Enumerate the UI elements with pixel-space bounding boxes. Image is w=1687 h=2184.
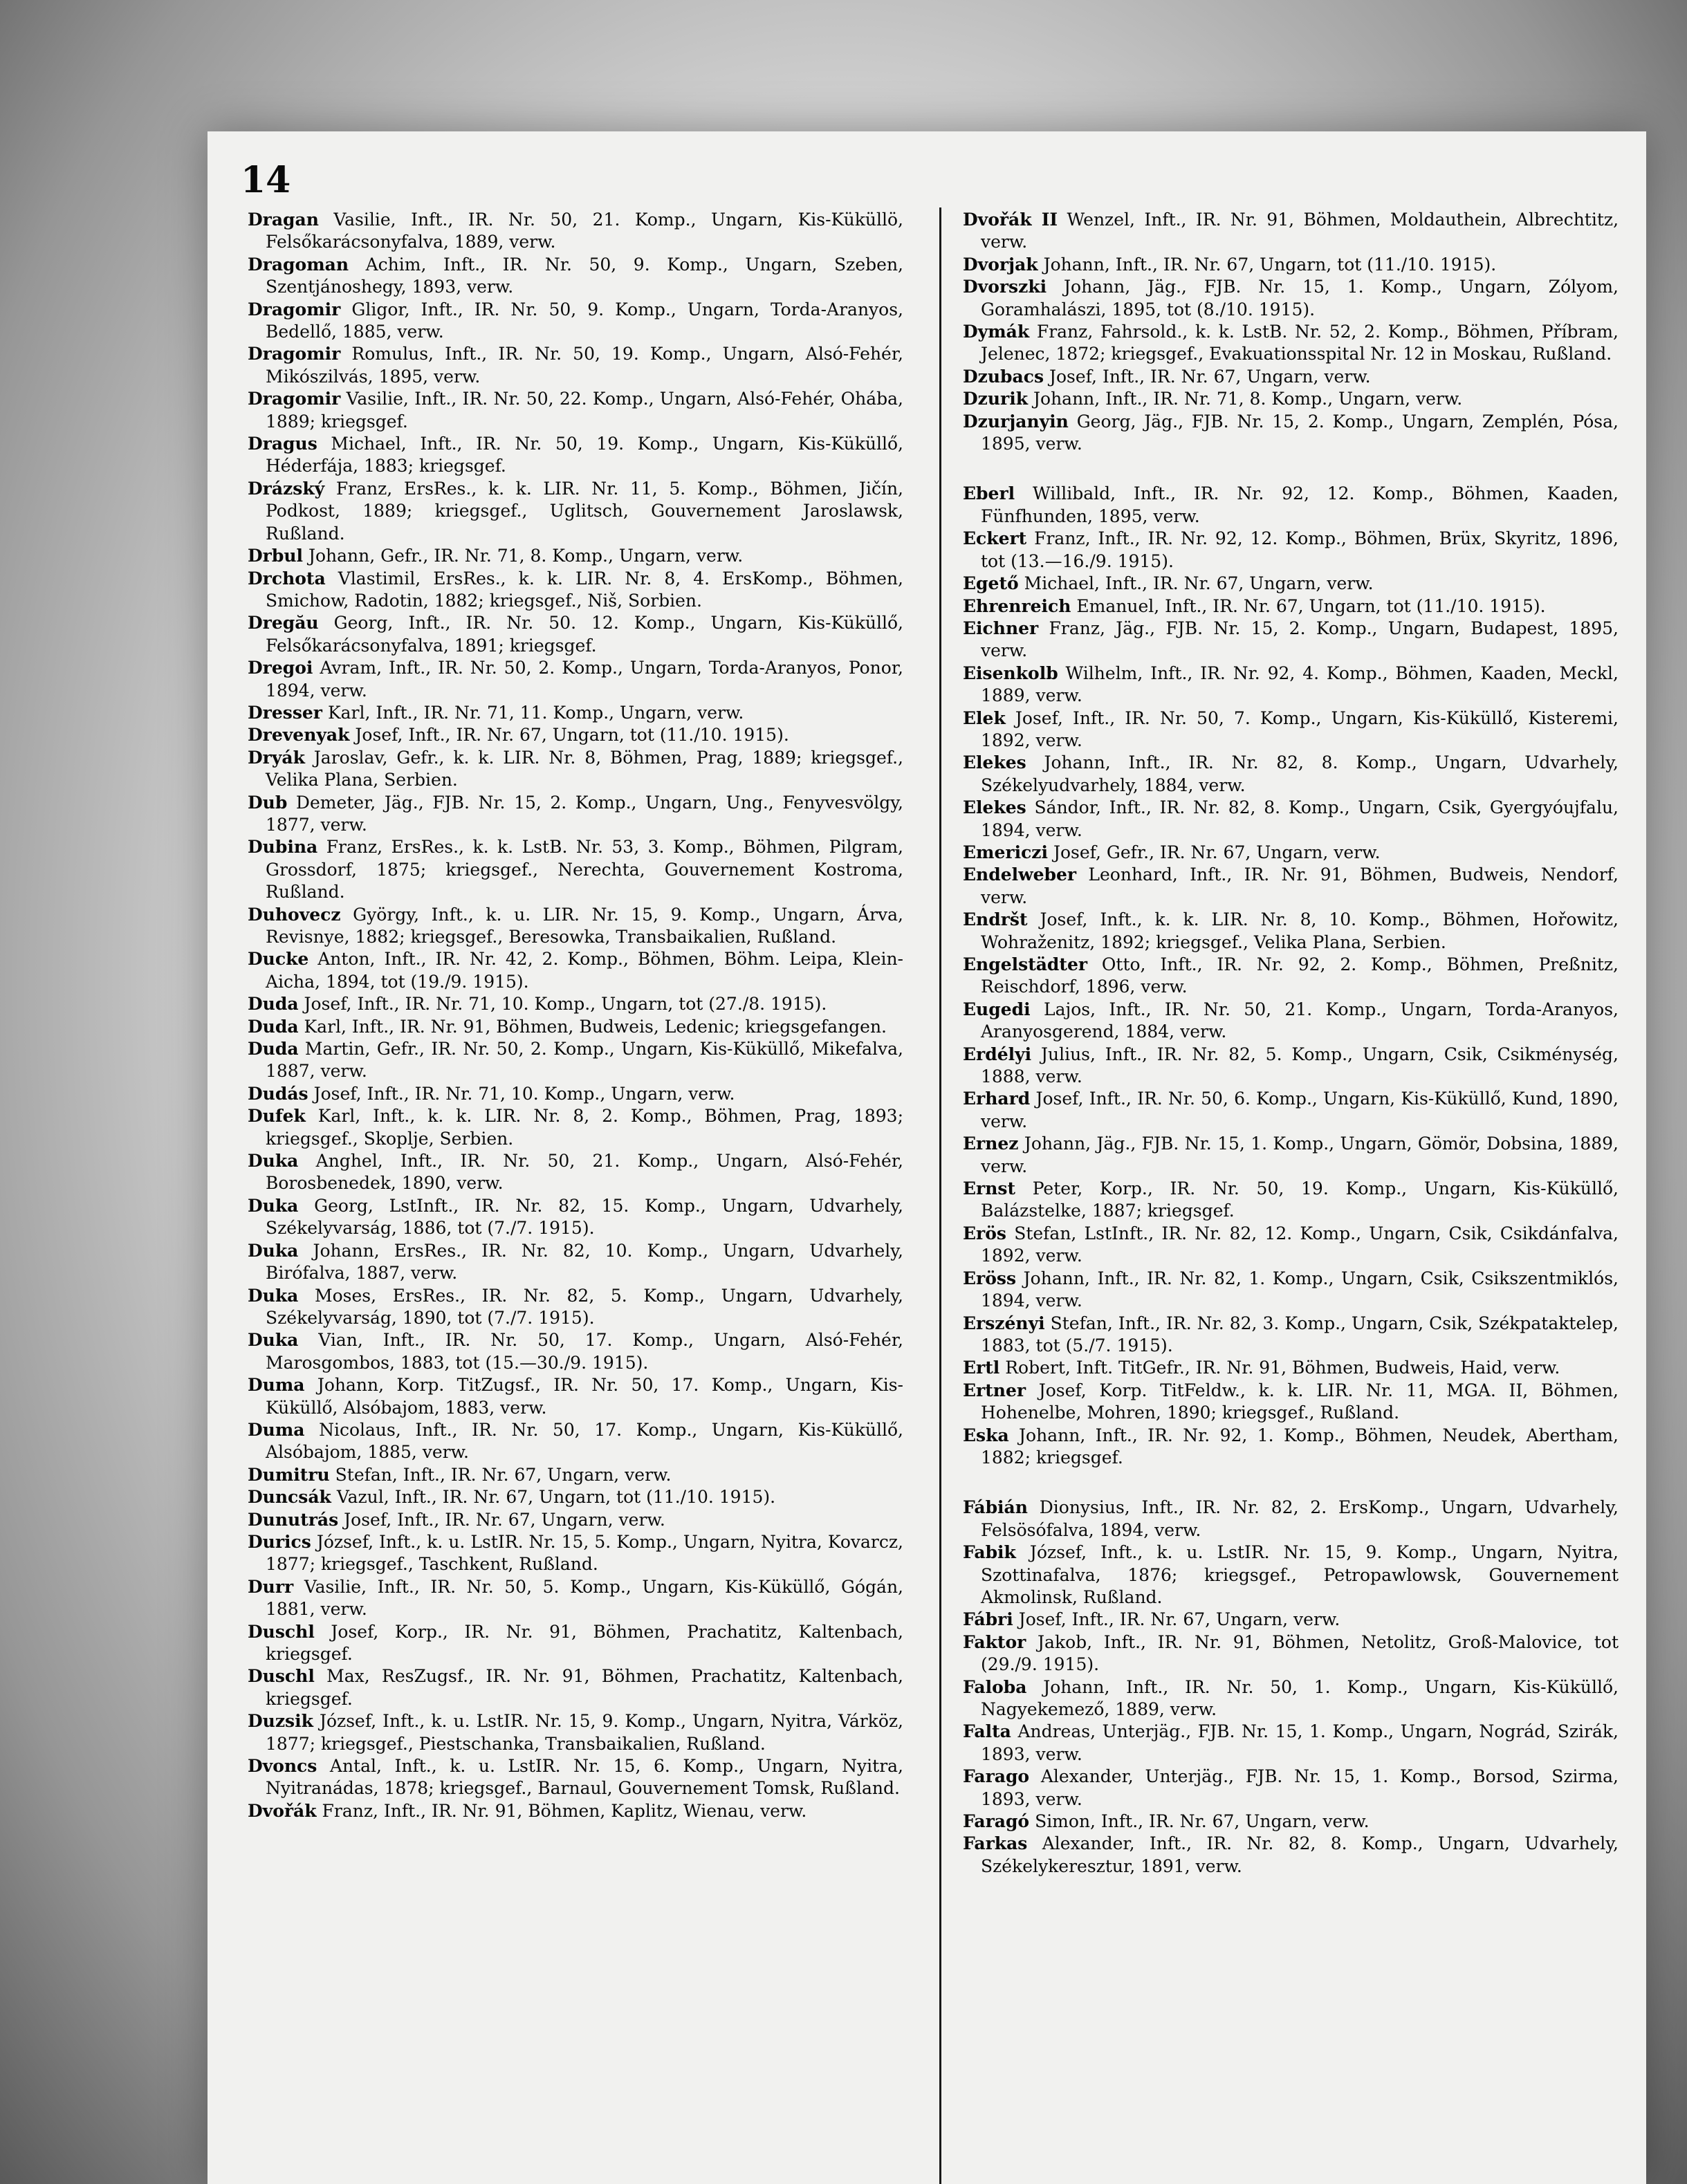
entry-details: Karl, Inft., IR. Nr. 71, 11. Komp., Ungarn, verw.	[327, 702, 744, 723]
entry-details: Avram, Inft., IR. Nr. 50, 2. Komp., Ungarn, Torda-Aranyos, Ponor, 1894, verw.	[266, 658, 903, 701]
entry-surname: Erszényi	[963, 1313, 1045, 1333]
entry-details: Stefan, Inft., IR. Nr. 82, 3. Komp., Ungarn, Csik, Székpataktelep, 1883, tot (5./7. 1915).	[981, 1313, 1619, 1355]
register-entry	[963, 707, 1619, 752]
entry-surname: Dregău	[248, 613, 319, 633]
entry-surname: Duncsák	[248, 1487, 331, 1508]
register-entry	[248, 209, 903, 254]
entry-surname: Elekes	[963, 752, 1026, 773]
entry-details: Max, ResZugsf., IR. Nr. 91, Böhmen, Prachatitz, Kaltenbach, kriegsgef.	[266, 1666, 903, 1709]
register-entry	[963, 999, 1619, 1044]
entry-surname: Dvoncs	[248, 1756, 317, 1777]
register-entry	[963, 618, 1619, 663]
entry-details: Johann, Inft., IR. Nr. 71, 8. Komp., Ungarn, verw.	[1033, 389, 1463, 409]
register-entry	[248, 1531, 903, 1576]
entry-surname: Duka	[248, 1151, 299, 1172]
entry-details: Alexander, Unterjäg., FJB. Nr. 15, 1. Komp., Borsod, Szirma, 1893, verw.	[981, 1766, 1619, 1809]
register-entry	[248, 948, 903, 993]
entry-details: Michael, Inft., IR. Nr. 67, Ungarn, verw.	[1024, 573, 1374, 594]
register-entry	[248, 702, 903, 724]
entry-details: Josef, Inft., k. k. LIR. Nr. 8, 10. Komp., Böhmen, Hořowitz, Wohraženitz, 1892; kriegsgef., Velika Plana, Serbien.	[981, 909, 1619, 952]
entry-surname: Elek	[963, 707, 1006, 728]
entry-surname: Dufek	[248, 1106, 306, 1127]
register-entry	[248, 1621, 903, 1666]
entry-details: Johann, Inft., IR. Nr. 82, 1. Komp., Ungarn, Csik, Csikszentmiklós, 1894, verw.	[981, 1268, 1619, 1311]
register-entry	[963, 1268, 1619, 1313]
entry-surname: Erhard	[963, 1089, 1031, 1109]
register-entry	[963, 1542, 1619, 1609]
register-entry	[248, 1374, 903, 1419]
entry-surname: Dragomir	[248, 299, 341, 320]
register-entry	[248, 478, 903, 545]
entry-surname: Faragó	[963, 1811, 1030, 1832]
entry-details: Franz, ErsRes., k. k. LIR. Nr. 11, 5. Komp., Böhmen, Jičín, Podkost, 1889; kriegsgef., Uglitsch, Gouvernement Jaroslawsk, Rußland.	[266, 478, 903, 544]
entry-surname: Dudás	[248, 1083, 308, 1104]
entry-surname: Endršt	[963, 909, 1028, 930]
entry-details: Vlastimil, ErsRes., k. k. LIR. Nr. 8, 4. ErsKomp., Böhmen, Smichow, Radotin, 1882; kriegsgef., Niš, Sorbien.	[266, 568, 903, 611]
entry-surname: Ernst	[963, 1178, 1016, 1199]
entry-details: Vian, Inft., IR. Nr. 50, 17. Komp., Ungarn, Alsó-Fehér, Marosgombos, 1883, tot (15.—30./9. 1915).	[266, 1330, 904, 1373]
entry-details: Josef, Inft., IR. Nr. 71, 10. Komp., Ungarn, verw.	[313, 1083, 735, 1104]
register-entry	[963, 366, 1619, 388]
entry-details: József, Inft., k. u. LstIR. Nr. 15, 9. Komp., Ungarn, Nyitra, Szottinafalva, 1876; kriegsgef., Petropawlowsk, Gouvernement Akmolinsk, Rußland.	[981, 1542, 1619, 1607]
entry-details: Nicolaus, Inft., IR. Nr. 50, 17. Komp., Ungarn, Kis-Küküllő, Alsóbajom, 1885, verw.	[266, 1419, 903, 1463]
entry-surname: Duka	[248, 1240, 299, 1261]
entry-surname: Falta	[963, 1721, 1011, 1742]
entry-details: Demeter, Jäg., FJB. Nr. 15, 2. Komp., Ungarn, Ung., Fenyvesvölgy, 1877, verw.	[266, 792, 903, 835]
entry-details: Wenzel, Inft., IR. Nr. 91, Böhmen, Moldauthein, Albrechtitz, verw.	[981, 210, 1619, 252]
register-entry	[248, 792, 903, 837]
register-entry	[963, 864, 1619, 909]
entry-surname: Erös	[963, 1223, 1006, 1243]
register-entry	[963, 1811, 1619, 1833]
register-entry	[963, 1766, 1619, 1811]
entry-details: Franz, ErsRes., k. k. LstB. Nr. 53, 3. Komp., Böhmen, Pilgram, Grossdorf, 1875; kriegsgef., Nerechta, Gouvernement Kostroma, Rußland.	[266, 837, 903, 903]
entry-surname: Ertl	[963, 1358, 1000, 1378]
entry-surname: Eisenkolb	[963, 663, 1058, 683]
entry-details: Johann, Inft., IR. Nr. 50, 1. Komp., Ungarn, Kis-Küküllő, Nagyekemező, 1889, verw.	[981, 1676, 1619, 1719]
entry-surname: Farago	[963, 1766, 1030, 1787]
entry-details: Anton, Inft., IR. Nr. 42, 2. Komp., Böhmen, Böhm. Leipa, Klein-Aicha, 1894, tot (19./9. 1915).	[266, 949, 903, 992]
entry-surname: Dumitru	[248, 1464, 330, 1485]
register-entry	[248, 254, 903, 299]
entry-details: Josef, Korp. TitFeldw., k. k. LIR. Nr. 11, MGA. II, Böhmen, Hohenelbe, Mohren, 1890; kriegsgef., Rußland.	[981, 1380, 1619, 1423]
entry-surname: Duka	[248, 1195, 299, 1216]
register-entry	[248, 343, 903, 388]
entry-surname: Eröss	[963, 1268, 1017, 1288]
entry-surname: Duda	[248, 1039, 299, 1059]
register-entry	[963, 1044, 1619, 1089]
entry-details: Josef, Inft., IR. Nr. 67, Ungarn, tot (11./10. 1915).	[355, 725, 789, 746]
entry-details: Alexander, Inft., IR. Nr. 82, 8. Komp., Ungarn, Udvarhely, Székelykeresztur, 1891, verw.	[981, 1833, 1619, 1876]
register-entry	[248, 1285, 903, 1330]
entry-surname: Dunutrás	[248, 1509, 339, 1530]
register-entry	[248, 1195, 903, 1240]
entry-surname: Dvořák	[248, 1800, 317, 1821]
register-entry	[963, 663, 1619, 707]
register-entry	[248, 1464, 903, 1486]
entry-details: Anghel, Inft., IR. Nr. 50, 21. Komp., Ungarn, Alsó-Fehér, Borosbenedek, 1890, verw.	[266, 1151, 903, 1194]
register-entry	[963, 595, 1619, 618]
register-entry	[963, 321, 1619, 366]
entry-details: Gligor, Inft., IR. Nr. 50, 9. Komp., Ungarn, Torda-Aranyos, Bedellő, 1885, verw.	[266, 299, 903, 342]
register-entry	[963, 1088, 1619, 1133]
register-entry	[248, 836, 903, 903]
register-entry	[963, 752, 1619, 797]
entry-surname: Dvořák II	[963, 210, 1058, 230]
register-entry	[963, 209, 1619, 254]
entry-surname: Duka	[248, 1285, 299, 1306]
entry-details: Josef, Inft., IR. Nr. 50, 6. Komp., Ungarn, Kis-Küküllő, Kund, 1890, verw.	[981, 1089, 1619, 1131]
entry-details: Franz, Inft., IR. Nr. 91, Böhmen, Kaplitz, Wienau, verw.	[322, 1800, 807, 1821]
entry-surname: Dvorszki	[963, 277, 1047, 297]
entry-details: Josef, Inft., IR. Nr. 50, 7. Komp., Ungarn, Kis-Küküllő, Kisteremi, 1892, verw.	[981, 707, 1619, 750]
register-entry	[248, 1710, 903, 1755]
register-entry	[248, 433, 903, 478]
entry-details: Michael, Inft., IR. Nr. 50, 19. Komp., Ungarn, Kis-Küküllő, Héderfája, 1883; kriegsgef.	[266, 434, 903, 476]
entry-details: Johann, Inft., IR. Nr. 92, 1. Komp., Böhmen, Neudek, Abertham, 1882; kriegsgef.	[981, 1425, 1619, 1468]
register-entry	[248, 1329, 903, 1374]
entry-details: Johann, Korp. TitZugsf., IR. Nr. 50, 17. Komp., Ungarn, Kis-Küküllő, Alsóbajom, 1883, verw.	[266, 1375, 904, 1418]
entry-details: Johann, ErsRes., IR. Nr. 82, 10. Komp., Ungarn, Udvarhely, Birófalva, 1887, verw.	[266, 1240, 903, 1284]
register-entry	[248, 1486, 903, 1508]
register-entry	[248, 388, 903, 433]
register-entry	[248, 1016, 903, 1038]
register-entry	[963, 1676, 1619, 1721]
register-entry	[248, 568, 903, 613]
register-entry	[963, 1357, 1619, 1379]
entry-surname: Eckert	[963, 528, 1027, 549]
entry-details: Julius, Inft., IR. Nr. 82, 5. Komp., Ungarn, Csik, Csikménység, 1888, verw.	[981, 1044, 1619, 1087]
entry-surname: Dvorjak	[963, 254, 1038, 275]
register-entry	[963, 842, 1619, 864]
entry-surname: Dregoi	[248, 658, 313, 678]
entry-surname: Duschl	[248, 1666, 315, 1687]
entry-details: Simon, Inft., IR. Nr. 67, Ungarn, verw.	[1035, 1811, 1370, 1832]
entry-details: György, Inft., k. u. LIR. Nr. 15, 9. Komp., Ungarn, Árva, Revisnye, 1882; kriegsgef., Beresowka, Transbaikalien, Rußland.	[266, 904, 903, 947]
entry-details: Willibald, Inft., IR. Nr. 92, 12. Komp., Böhmen, Kaaden, Fünfhunden, 1895, verw.	[981, 483, 1619, 526]
register-entry	[963, 1497, 1619, 1542]
register-entry	[248, 1105, 903, 1150]
right-column	[963, 209, 1619, 1878]
entry-surname: Duzsik	[248, 1711, 313, 1732]
register-entry	[248, 1755, 903, 1800]
entry-details: Vazul, Inft., IR. Nr. 67, Ungarn, tot (11./10. 1915).	[336, 1487, 776, 1508]
entry-details: Antal, Inft., k. u. LstIR. Nr. 15, 6. Komp., Ungarn, Nyitra, Nyitranádas, 1878; kriegsgef., Barnaul, Gouvernement Tomsk, Rußland.	[266, 1756, 903, 1799]
register-entry	[248, 545, 903, 567]
entry-details: József, Inft., k. u. LstIR. Nr. 15, 5. Komp., Ungarn, Nyitra, Kovarcz, 1877; kriegsgef., Taschkent, Rußland.	[266, 1531, 903, 1575]
entry-surname: Ducke	[248, 949, 309, 970]
register-entry	[963, 1609, 1619, 1631]
entry-surname: Dragoman	[248, 254, 349, 275]
entry-details: Wilhelm, Inft., IR. Nr. 92, 4. Komp., Böhmen, Kaaden, Meckl, 1889, verw.	[981, 663, 1619, 706]
entry-details: Josef, Inft., IR. Nr. 67, Ungarn, verw.	[344, 1509, 665, 1530]
register-entry	[248, 612, 903, 657]
entry-details: Franz, Inft., IR. Nr. 92, 12. Komp., Böhmen, Brüx, Skyritz, 1896, tot (13.—16./9. 1915).	[981, 528, 1619, 571]
register-entry	[248, 904, 903, 949]
register-entry	[248, 1083, 903, 1105]
entry-surname: Dymák	[963, 322, 1030, 342]
entry-surname: Duda	[248, 1016, 299, 1037]
register-entry	[248, 724, 903, 746]
entry-surname: Drázský	[248, 478, 325, 499]
register-entry	[963, 254, 1619, 276]
entry-details: Johann, Inft., IR. Nr. 82, 8. Komp., Ungarn, Udvarhely, Székelyudvarhely, 1884, verw.	[981, 752, 1619, 795]
register-entry	[248, 1576, 903, 1621]
left-column	[248, 209, 903, 1822]
entry-surname: Ernez	[963, 1133, 1019, 1154]
register-entry	[248, 1038, 903, 1083]
entry-surname: Drevenyak	[248, 725, 350, 746]
entry-surname: Ehrenreich	[963, 595, 1071, 616]
register-entry	[963, 1313, 1619, 1358]
entry-details: Josef, Inft., IR. Nr. 67, Ungarn, verw.	[1018, 1609, 1340, 1630]
register-entry	[963, 1631, 1619, 1676]
entry-details: Vasilie, Inft., IR. Nr. 50, 21. Komp., Ungarn, Kis-Küküllö, Felsőkarácsonyfalva, 1889, verw.	[266, 210, 903, 252]
entry-surname: Engelstädter	[963, 954, 1088, 974]
entry-details: Lajos, Inft., IR. Nr. 50, 21. Komp., Ungarn, Torda-Aranyos, Aranyosgerend, 1884, verw.	[981, 999, 1619, 1042]
entry-surname: Duma	[248, 1419, 305, 1440]
register-entry	[963, 1223, 1619, 1268]
register-entry	[963, 411, 1619, 456]
entry-details: Josef, Inft., IR. Nr. 71, 10. Komp., Ungarn, tot (27./8. 1915).	[304, 994, 827, 1015]
entry-surname: Duma	[248, 1375, 305, 1396]
entry-details: Romulus, Inft., IR. Nr. 50, 19. Komp., Ungarn, Alsó-Fehér, Mikószilvás, 1895, verw.	[266, 344, 903, 387]
register-entry	[963, 909, 1619, 954]
register-entry	[248, 993, 903, 1015]
entry-surname: Durics	[248, 1531, 311, 1552]
entry-surname: Eugedi	[963, 999, 1031, 1019]
entry-surname: Dragan	[248, 210, 319, 230]
entry-surname: Dub	[248, 792, 288, 813]
register-entry	[963, 528, 1619, 573]
entry-surname: Eichner	[963, 618, 1039, 638]
entry-surname: Eska	[963, 1425, 1009, 1445]
register-entry	[963, 1133, 1619, 1178]
entry-surname: Endelweber	[963, 864, 1077, 885]
entry-surname: Dryák	[248, 747, 305, 768]
entry-details: Leonhard, Inft., IR. Nr. 91, Böhmen, Budweis, Nendorf, verw.	[981, 864, 1619, 907]
entry-details: Franz, Fahrsold., k. k. LstB. Nr. 52, 2. Komp., Böhmen, Příbram, Jelenec, 1872; kriegsgef., Evakuationsspital Nr. 12 in Moskau, Rußland.	[981, 322, 1619, 364]
register-entry	[248, 1665, 903, 1710]
entry-details: Sándor, Inft., IR. Nr. 82, 8. Komp., Ungarn, Csik, Gyergyóujfalu, 1894, verw.	[981, 797, 1619, 840]
entry-surname: Erdélyi	[963, 1044, 1032, 1064]
register-entry	[248, 1419, 903, 1464]
entry-details: Peter, Korp., IR. Nr. 50, 19. Komp., Ungarn, Kis-Küküllő, Balázstelke, 1887; kriegsgef.	[981, 1178, 1619, 1221]
entry-surname: Elekes	[963, 797, 1026, 818]
entry-details: Josef, Inft., IR. Nr. 67, Ungarn, verw.	[1049, 366, 1371, 387]
entry-details: Georg, LstInft., IR. Nr. 82, 15. Komp., Ungarn, Udvarhely, Székelyvarság, 1886, tot (7./7. 1915).	[266, 1195, 904, 1239]
entry-surname: Eberl	[963, 483, 1015, 504]
entry-details: Karl, Inft., IR. Nr. 91, Böhmen, Budweis, Ledenic; kriegsgefangen.	[304, 1016, 887, 1037]
letter-section-gap	[963, 1469, 1619, 1497]
entry-details: Jaroslav, Gefr., k. k. LIR. Nr. 8, Böhmen, Prag, 1889; kriegsgef., Velika Plana, Serbien.	[266, 747, 903, 790]
entry-details: Johann, Jäg., FJB. Nr. 15, 1. Komp., Ungarn, Zólyom, Goramhalászi, 1895, tot (8./10. 1915).	[981, 277, 1619, 320]
register-entry	[248, 1240, 903, 1285]
entry-details: Johann, Jäg., FJB. Nr. 15, 1. Komp., Ungarn, Gömör, Dobsina, 1889, verw.	[981, 1133, 1619, 1176]
document-page	[208, 131, 1646, 2184]
entry-details: Franz, Jäg., FJB. Nr. 15, 2. Komp., Ungarn, Budapest, 1895, verw.	[981, 618, 1619, 661]
entry-details: Martin, Gefr., IR. Nr. 50, 2. Komp., Ungarn, Kis-Küküllő, Mikefalva, 1887, verw.	[266, 1039, 903, 1082]
entry-surname: Dubina	[248, 837, 318, 858]
entry-details: Josef, Gefr., IR. Nr. 67, Ungarn, verw.	[1053, 842, 1381, 862]
entry-surname: Fábri	[963, 1609, 1013, 1630]
entry-details: Moses, ErsRes., IR. Nr. 82, 5. Komp., Ungarn, Udvarhely, Székelyvarság, 1890, tot (7./7. 1915).	[266, 1285, 903, 1328]
entry-surname: Egető	[963, 573, 1019, 594]
entry-surname: Faloba	[963, 1676, 1027, 1697]
entry-details: Emanuel, Inft., IR. Nr. 67, Ungarn, tot (11./10. 1915).	[1076, 595, 1546, 616]
entry-details: Dionysius, Inft., IR. Nr. 82, 2. ErsKomp., Ungarn, Udvarhely, Felsösófalva, 1894, verw.	[981, 1497, 1619, 1540]
entry-surname: Durr	[248, 1576, 294, 1597]
entry-details: Vasilie, Inft., IR. Nr. 50, 22. Komp., Ungarn, Alsó-Fehér, Ohába, 1889; kriegsgef.	[266, 389, 903, 432]
register-entry	[963, 1721, 1619, 1766]
entry-details: Johann, Gefr., IR. Nr. 71, 8. Komp., Ungarn, verw.	[308, 546, 744, 566]
register-entry	[963, 483, 1619, 528]
entry-surname: Dzubacs	[963, 366, 1044, 387]
register-entry	[963, 573, 1619, 595]
register-entry	[248, 747, 903, 792]
page-number: 14	[241, 159, 291, 201]
entry-surname: Fabik	[963, 1542, 1016, 1563]
entry-details: Robert, Inft. TitGefr., IR. Nr. 91, Böhmen, Budweis, Haid, verw.	[1005, 1358, 1560, 1378]
entry-details: Stefan, LstInft., IR. Nr. 82, 12. Komp., Ungarn, Csik, Csikdánfalva, 1892, verw.	[981, 1223, 1619, 1266]
entry-surname: Faktor	[963, 1631, 1026, 1652]
register-entry	[963, 1833, 1619, 1878]
column-divider	[939, 207, 941, 2184]
register-entry	[248, 1509, 903, 1531]
entry-surname: Dzurik	[963, 389, 1029, 409]
entry-surname: Drbul	[248, 546, 304, 566]
entry-surname: Duschl	[248, 1621, 315, 1642]
register-entry	[963, 954, 1619, 999]
entry-details: Georg, Inft., IR. Nr. 50. 12. Komp., Ungarn, Kis-Küküllő, Felsőkarácsonyfalva, 1891; kriegsgef.	[266, 613, 903, 656]
entry-surname: Fábián	[963, 1497, 1028, 1518]
entry-surname: Duda	[248, 994, 299, 1015]
entry-surname: Dragus	[248, 434, 317, 454]
entry-details: Georg, Jäg., FJB. Nr. 15, 2. Komp., Ungarn, Zemplén, Pósa, 1895, verw.	[981, 411, 1619, 454]
register-entry	[963, 797, 1619, 842]
register-entry	[248, 1800, 903, 1822]
entry-details: Andreas, Unterjäg., FJB. Nr. 15, 1. Komp., Ungarn, Nográd, Szirák, 1893, verw.	[981, 1721, 1619, 1764]
entry-details: Achim, Inft., IR. Nr. 50, 9. Komp., Ungarn, Szeben, Szentjánoshegy, 1893, verw.	[266, 254, 903, 297]
entry-surname: Dragomir	[248, 389, 341, 409]
register-entry	[248, 1150, 903, 1195]
register-entry	[963, 1178, 1619, 1223]
entry-surname: Ertner	[963, 1380, 1026, 1400]
register-entry	[963, 1380, 1619, 1425]
entry-details: Josef, Korp., IR. Nr. 91, Böhmen, Prachatitz, Kaltenbach, kriegsgef.	[266, 1621, 903, 1664]
register-entry	[963, 276, 1619, 321]
entry-surname: Drchota	[248, 568, 326, 589]
register-entry	[963, 1425, 1619, 1470]
entry-surname: Dresser	[248, 702, 322, 723]
entry-surname: Dragomir	[248, 344, 341, 364]
entry-surname: Farkas	[963, 1833, 1028, 1854]
entry-surname: Duka	[248, 1330, 299, 1351]
register-entry	[248, 299, 903, 344]
entry-details: Stefan, Inft., IR. Nr. 67, Ungarn, verw.	[335, 1464, 672, 1485]
entry-details: Karl, Inft., k. k. LIR. Nr. 8, 2. Komp., Böhmen, Prag, 1893; kriegsgef., Skoplje, Serbien.	[266, 1106, 903, 1149]
entry-surname: Duhovecz	[248, 904, 341, 925]
register-entry	[963, 388, 1619, 410]
register-entry	[248, 657, 903, 702]
entry-surname: Dzurjanyin	[963, 411, 1069, 432]
entry-details: Johann, Inft., IR. Nr. 67, Ungarn, tot (11./10. 1915).	[1043, 254, 1497, 275]
entry-details: Vasilie, Inft., IR. Nr. 50, 5. Komp., Ungarn, Kis-Küküllő, Gógán, 1881, verw.	[266, 1576, 904, 1620]
entry-details: József, Inft., k. u. LstIR. Nr. 15, 9. Komp., Ungarn, Nyitra, Várköz, 1877; kriegsgef., Piestschanka, Transbaikalien, Rußland.	[266, 1711, 903, 1754]
entry-details: Otto, Inft., IR. Nr. 92, 2. Komp., Böhmen, Preßnitz, Reischdorf, 1896, verw.	[981, 954, 1619, 997]
entry-surname: Emericzi	[963, 842, 1048, 862]
letter-section-gap	[963, 455, 1619, 483]
entry-details: Jakob, Inft., IR. Nr. 91, Böhmen, Netolitz, Groß-Malovice, tot (29./9. 1915).	[981, 1631, 1619, 1675]
